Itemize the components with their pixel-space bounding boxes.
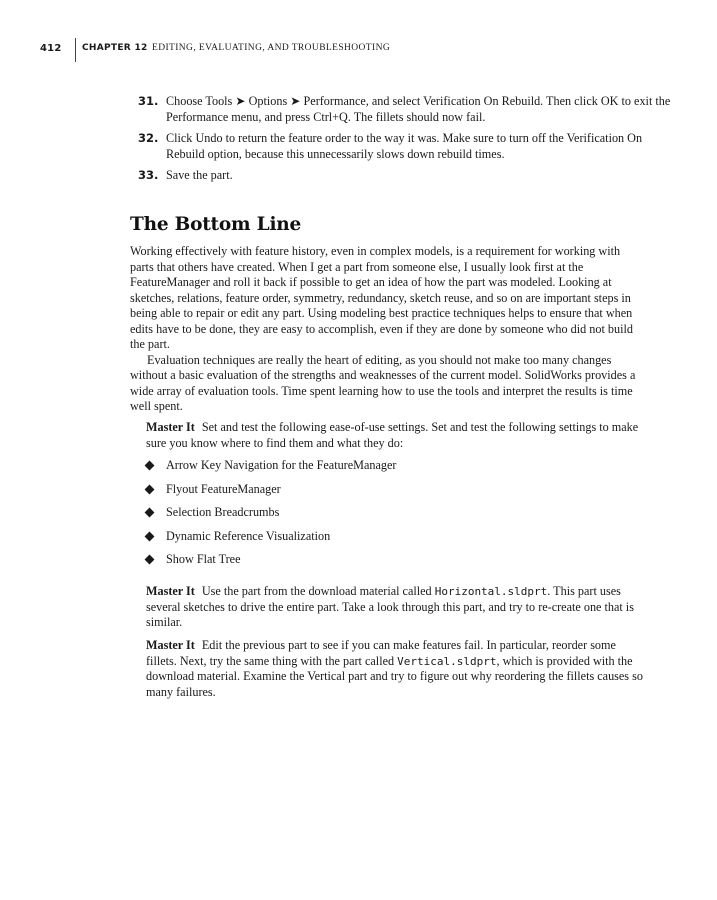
diamond-bullet-icon — [145, 508, 155, 518]
diamond-bullet-icon — [145, 555, 155, 565]
numbered-steps — [138, 94, 678, 190]
step-33 — [138, 168, 678, 184]
master-it-text: Use the part from the download material called — [201, 584, 435, 598]
bullet-item — [146, 458, 396, 482]
master-it-label: Master It — [146, 420, 195, 434]
master-it-text: , which is provided with the download material. Examine the Vertical part and try to figure out why reordering the fillets causes so many failures. — [146, 653, 643, 699]
diamond-bullet-icon — [145, 531, 155, 541]
master-it-label: Master It — [146, 584, 195, 598]
step-text: Click Undo to return the feature order to the way it was. Make sure to turn off the Verification On Rebuild option, because this unnecessarily slows down rebuild times. — [166, 131, 643, 161]
bullet-text: Selection Breadcrumbs — [166, 505, 280, 519]
bullet-item — [146, 529, 396, 553]
master-it-label: Master It — [146, 638, 195, 652]
bullet-text: Show Flat Tree — [166, 552, 241, 566]
step-31 — [138, 94, 678, 125]
master-it-text: . This part uses several sketches to drive the entire part. Take a look through this part, and try to re-create one that is similar. — [146, 584, 634, 629]
master-it-text: Edit the previous part to see if you can make features fail. In particular, reorder some fillets. Next, try the same thing with the part called — [146, 638, 616, 668]
bullet-text: Arrow Key Navigation for the FeatureManager — [166, 458, 397, 472]
step-number: 33. — [138, 168, 159, 182]
chapter-label: CHAPTER 12 — [82, 43, 148, 53]
step-text: Choose Tools ➤ Options ➤ Performance, and select Verification On Rebuild. Then click OK to exit the Performance menu, and press Ctrl+Q. The fillets should now fail. — [166, 94, 671, 124]
chapter-title: EDITING, EVALUATING, AND TROUBLESHOOTING — [152, 43, 391, 53]
running-header — [0, 38, 717, 64]
master-it-3 — [146, 638, 644, 700]
diamond-bullet-icon — [145, 461, 155, 471]
step-number: 32. — [138, 131, 159, 145]
bullet-item — [146, 552, 396, 576]
step-32 — [138, 131, 678, 162]
bullet-text: Flyout FeatureManager — [166, 481, 281, 496]
body-paragraph: Evaluation techniques are really the heart of editing, as you should not make too many changes without a basic evaluation of the strengths and weaknesses of the current model. SolidWorks provides a wide array of evaluation tools. Time spent learning how to use the tools and interpret the results is time well spent. — [130, 352, 636, 413]
settings-bullet-list — [146, 458, 396, 576]
bullet-text: Dynamic Reference Visualization — [166, 528, 331, 543]
file-name-code: Vertical.sldprt — [397, 654, 497, 668]
master-it-1 — [146, 420, 644, 451]
bullet-item — [146, 482, 396, 506]
diamond-bullet-icon — [145, 484, 155, 494]
master-it-text: Set and test the following ease-of-use settings. Set and test the following settings to make sure you know where to find them and what they do: — [146, 420, 639, 450]
bullet-item — [146, 505, 396, 529]
master-it-2 — [146, 584, 644, 631]
file-name-code: Horizontal.sldprt — [434, 585, 548, 598]
section-heading: The Bottom Line — [130, 214, 302, 235]
page-number: 412 — [40, 43, 62, 54]
step-number: 31. — [138, 94, 159, 108]
header-divider — [75, 38, 76, 62]
body-paragraph: Working effectively with feature history, even in complex models, is a requirement for working with parts that others have created. When I get a part from someone else, I usually look first at the FeatureManager and roll it back if possible to get an idea of how the part was modeled. Looking at sketches, relations, feature order, symmetry, redundancy, sketch reuse, and so on are important steps in being able to repair or edit any part. Using modeling best practice techniques helps to ensure that when edits have to be done, they are easy to accomplish, even if they are done by someone who did not build the part. — [130, 244, 633, 351]
step-text: Save the part. — [166, 168, 233, 182]
section-body — [130, 244, 644, 415]
